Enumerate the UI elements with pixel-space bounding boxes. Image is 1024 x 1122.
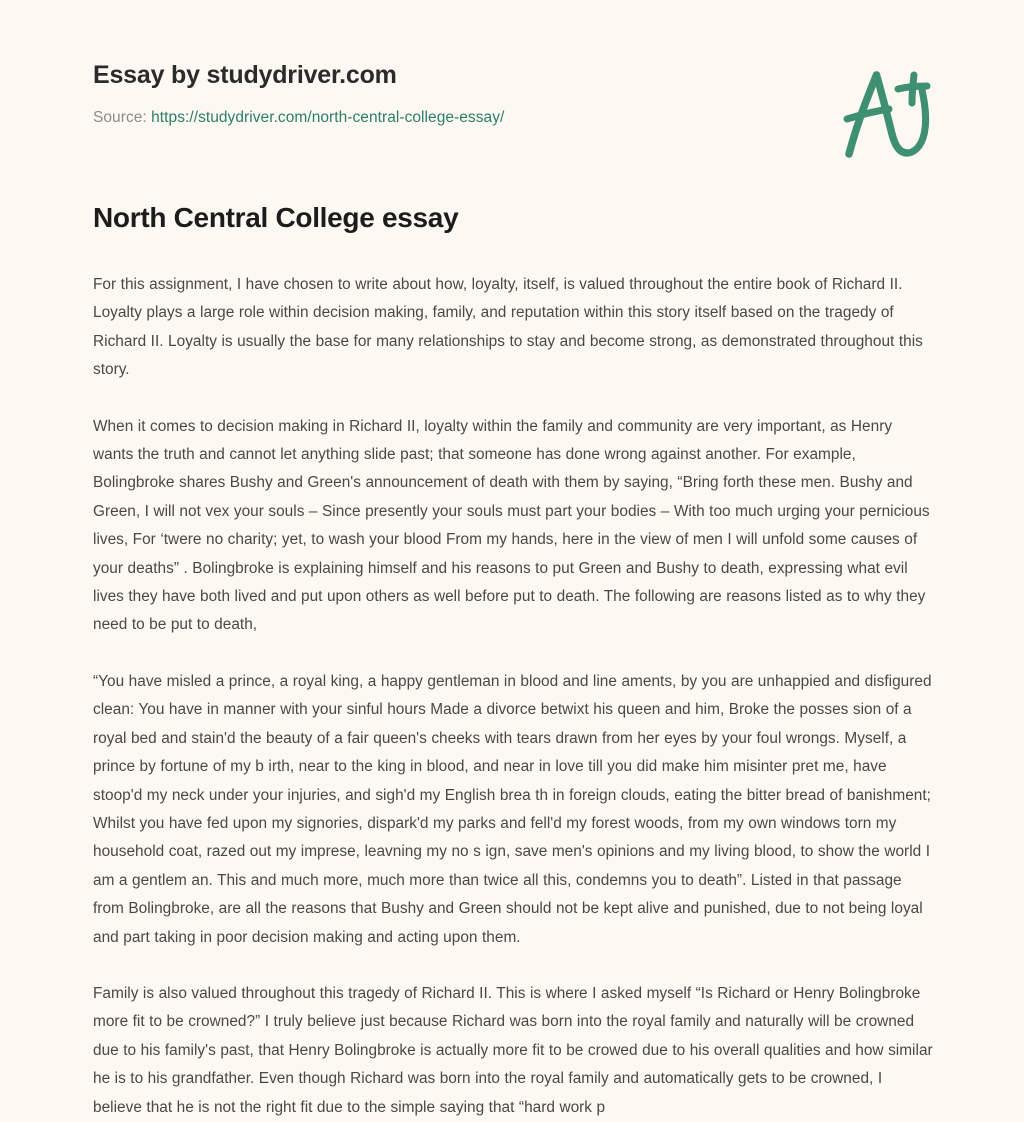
a-plus-logo-icon	[826, 58, 946, 178]
page-header	[0, 0, 1024, 200]
brand-title: Essay by studydriver.com	[93, 61, 397, 89]
source-label: Source:	[93, 109, 147, 126]
paragraph: For this assignment, I have chosen to write about how, loyalty, itself, is valued throughout the entire book of Richard II. Loyalty plays a large role within decision making, family, and reputation within this story itself based on the tragedy of Richard II. Loyalty is usually the base for many relationships to stay and become strong, as demonstrated throughout this story.	[93, 276, 923, 379]
paragraph: Family is also valued throughout this tragedy of Richard II. This is where I asked myself “Is Richard or Henry Bolingbroke more fit to be crowned?” I truly believe just because Richard was born into the royal family and naturally will be crowned due to his family's past, that Henry Bolingbroke is actually more fit to be crowed due to his overall qualities and how similar he is to his grandfather. Even though Richard was born into the royal family and automatically gets to be crowned, I believe that he is not the right fit due to the simple saying that “hard work p	[93, 984, 933, 1116]
page-title: North Central College essay	[93, 202, 459, 233]
article	[0, 200, 1024, 1122]
source-url-link[interactable]: https://studydriver.com/north-central-college-essay/	[151, 109, 505, 126]
source-line	[93, 108, 931, 128]
paragraph: “You have misled a prince, a royal king, a happy gentleman in blood and line aments, by you are unhappied and disfigured clean: You have in manner with your sinful hours Made a divorce betwixt his queen and him, Broke the posses sion of a royal bed and stain'd the beauty of a fair queen's cheeks with tears drawn from her eyes by your foul wrongs. Myself, a prince by fortune of my b irth, near to the king in blood, and near in love till you did make him misinter pret me, have stoop'd my neck under your injuries, and sigh'd my English brea th in foreign clouds, eating the bitter bread of banishment; Whilst you have fed upon my signories, dispark'd my parks and fell'd my forest woods, from my own windows torn my household coat, razed out my imprese, leavning my no s ign, save men's opinions and my living blood, to show the world I am a gentlem an. This and much more, much more than twice all this, condemns you to death”. Listed in that passage from Bolingbroke, are all the reasons that Bushy and Green should not be kept alive and punished, due to not being loyal and part taking in poor decision making and acting upon them.	[93, 672, 932, 946]
article-body	[93, 271, 935, 1122]
paragraph: When it comes to decision making in Richard II, loyalty within the family and community are very important, as Henry wants the truth and cannot let anything slide past; that someone has done wrong against another. For example, Bolingbroke shares Bushy and Green's announcement of death with them by saying, “Bring forth these men. Bushy and Green, I will not vex your souls – Since presently your souls must part your bodies – With too much urging your pernicious lives, For ‘twere no charity; yet, to wash your blood From my hands, here in the view of men I will unfold some causes of your deaths” . Bolingbroke is explaining himself and his reasons to put Green and Bushy to death, expressing what evil lives they have both lived and put upon others as well before put to death. The following are reasons listed as to why they need to be put to death,	[93, 417, 930, 634]
